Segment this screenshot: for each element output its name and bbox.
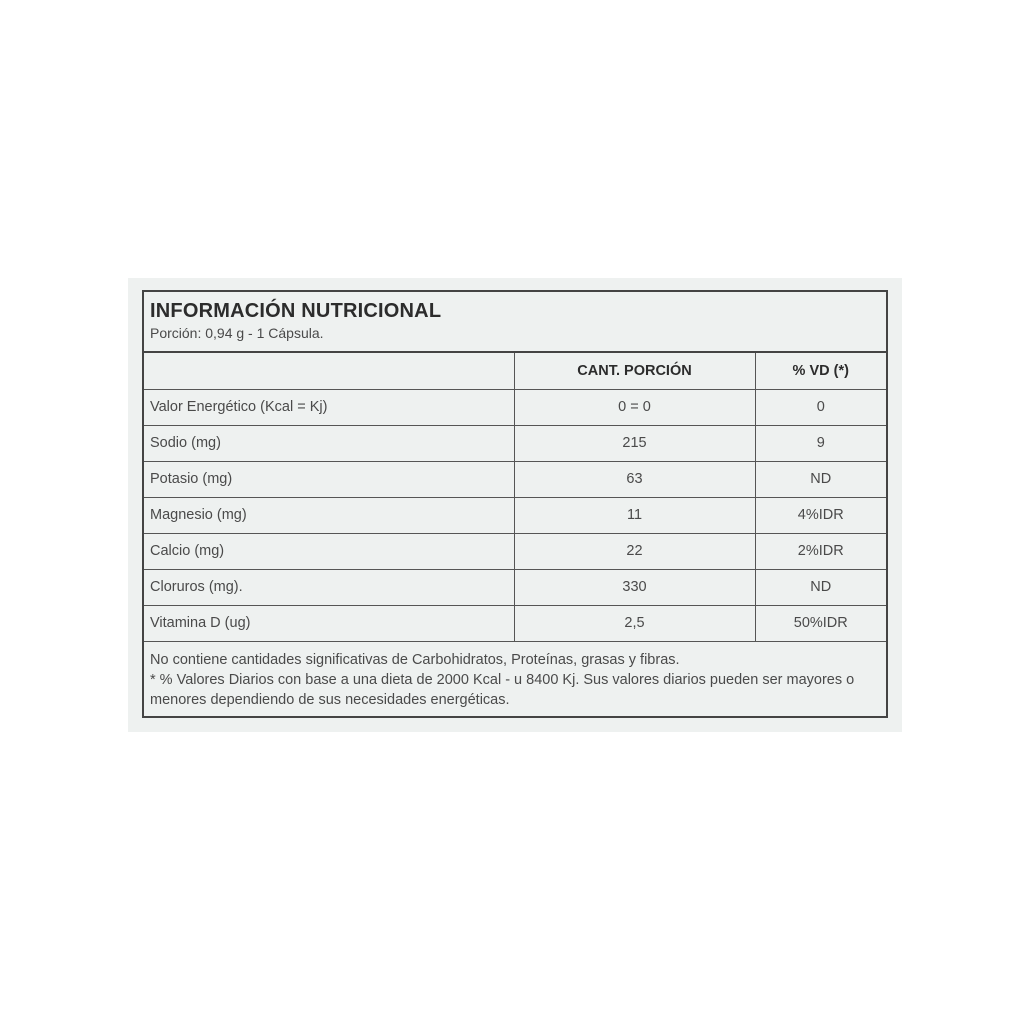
footer-daily-value-note: * % Valores Diarios con base a una dieta de 2000 Kcal - u 8400 Kj. Sus valores diarios pueden ser mayores o menores dependiendo de sus necesidades energéticas.	[150, 671, 855, 708]
nutrient-amount: 0 = 0	[514, 389, 755, 425]
nutrient-daily-value: 4%IDR	[755, 497, 886, 533]
nutrient-daily-value: ND	[755, 569, 886, 605]
column-header-amount: CANT. PORCIÓN	[514, 353, 755, 389]
table-row	[144, 533, 886, 569]
nutrient-name: Valor Energético (Kcal = Kj)	[144, 389, 514, 425]
label-title: INFORMACIÓN NUTRICIONAL	[150, 300, 442, 322]
nutrient-name: Vitamina D (ug)	[144, 605, 514, 641]
nutrient-daily-value: 0	[755, 389, 886, 425]
nutrient-name: Potasio (mg)	[144, 461, 514, 497]
table-row	[144, 605, 886, 641]
table-row	[144, 569, 886, 605]
label-header	[144, 292, 886, 353]
table-row	[144, 425, 886, 461]
nutrient-amount: 2,5	[514, 605, 755, 641]
column-header-nutrient	[144, 353, 514, 389]
nutrient-name: Sodio (mg)	[144, 425, 514, 461]
nutrient-daily-value: 50%IDR	[755, 605, 886, 641]
portion-size: Porción: 0,94 g - 1 Cápsula.	[150, 325, 324, 341]
nutrient-amount: 330	[514, 569, 755, 605]
nutrient-amount: 215	[514, 425, 755, 461]
nutrition-label-card	[128, 278, 902, 732]
table-header-row	[144, 353, 886, 389]
footer-note: No contiene cantidades significativas de Carbohidratos, Proteínas, grasas y fibras.	[150, 651, 680, 668]
nutrient-name: Magnesio (mg)	[144, 497, 514, 533]
nutrient-name: Calcio (mg)	[144, 533, 514, 569]
nutrition-label	[142, 290, 888, 718]
nutrient-amount: 22	[514, 533, 755, 569]
nutrient-name: Cloruros (mg).	[144, 569, 514, 605]
nutrition-table	[144, 353, 886, 642]
nutrient-amount: 63	[514, 461, 755, 497]
column-header-daily-value: % VD (*)	[755, 353, 886, 389]
table-row	[144, 389, 886, 425]
label-footer	[144, 642, 886, 710]
nutrient-amount: 11	[514, 497, 755, 533]
table-row	[144, 461, 886, 497]
table-row	[144, 497, 886, 533]
nutrient-daily-value: ND	[755, 461, 886, 497]
nutrient-daily-value: 2%IDR	[755, 533, 886, 569]
nutrient-daily-value: 9	[755, 425, 886, 461]
